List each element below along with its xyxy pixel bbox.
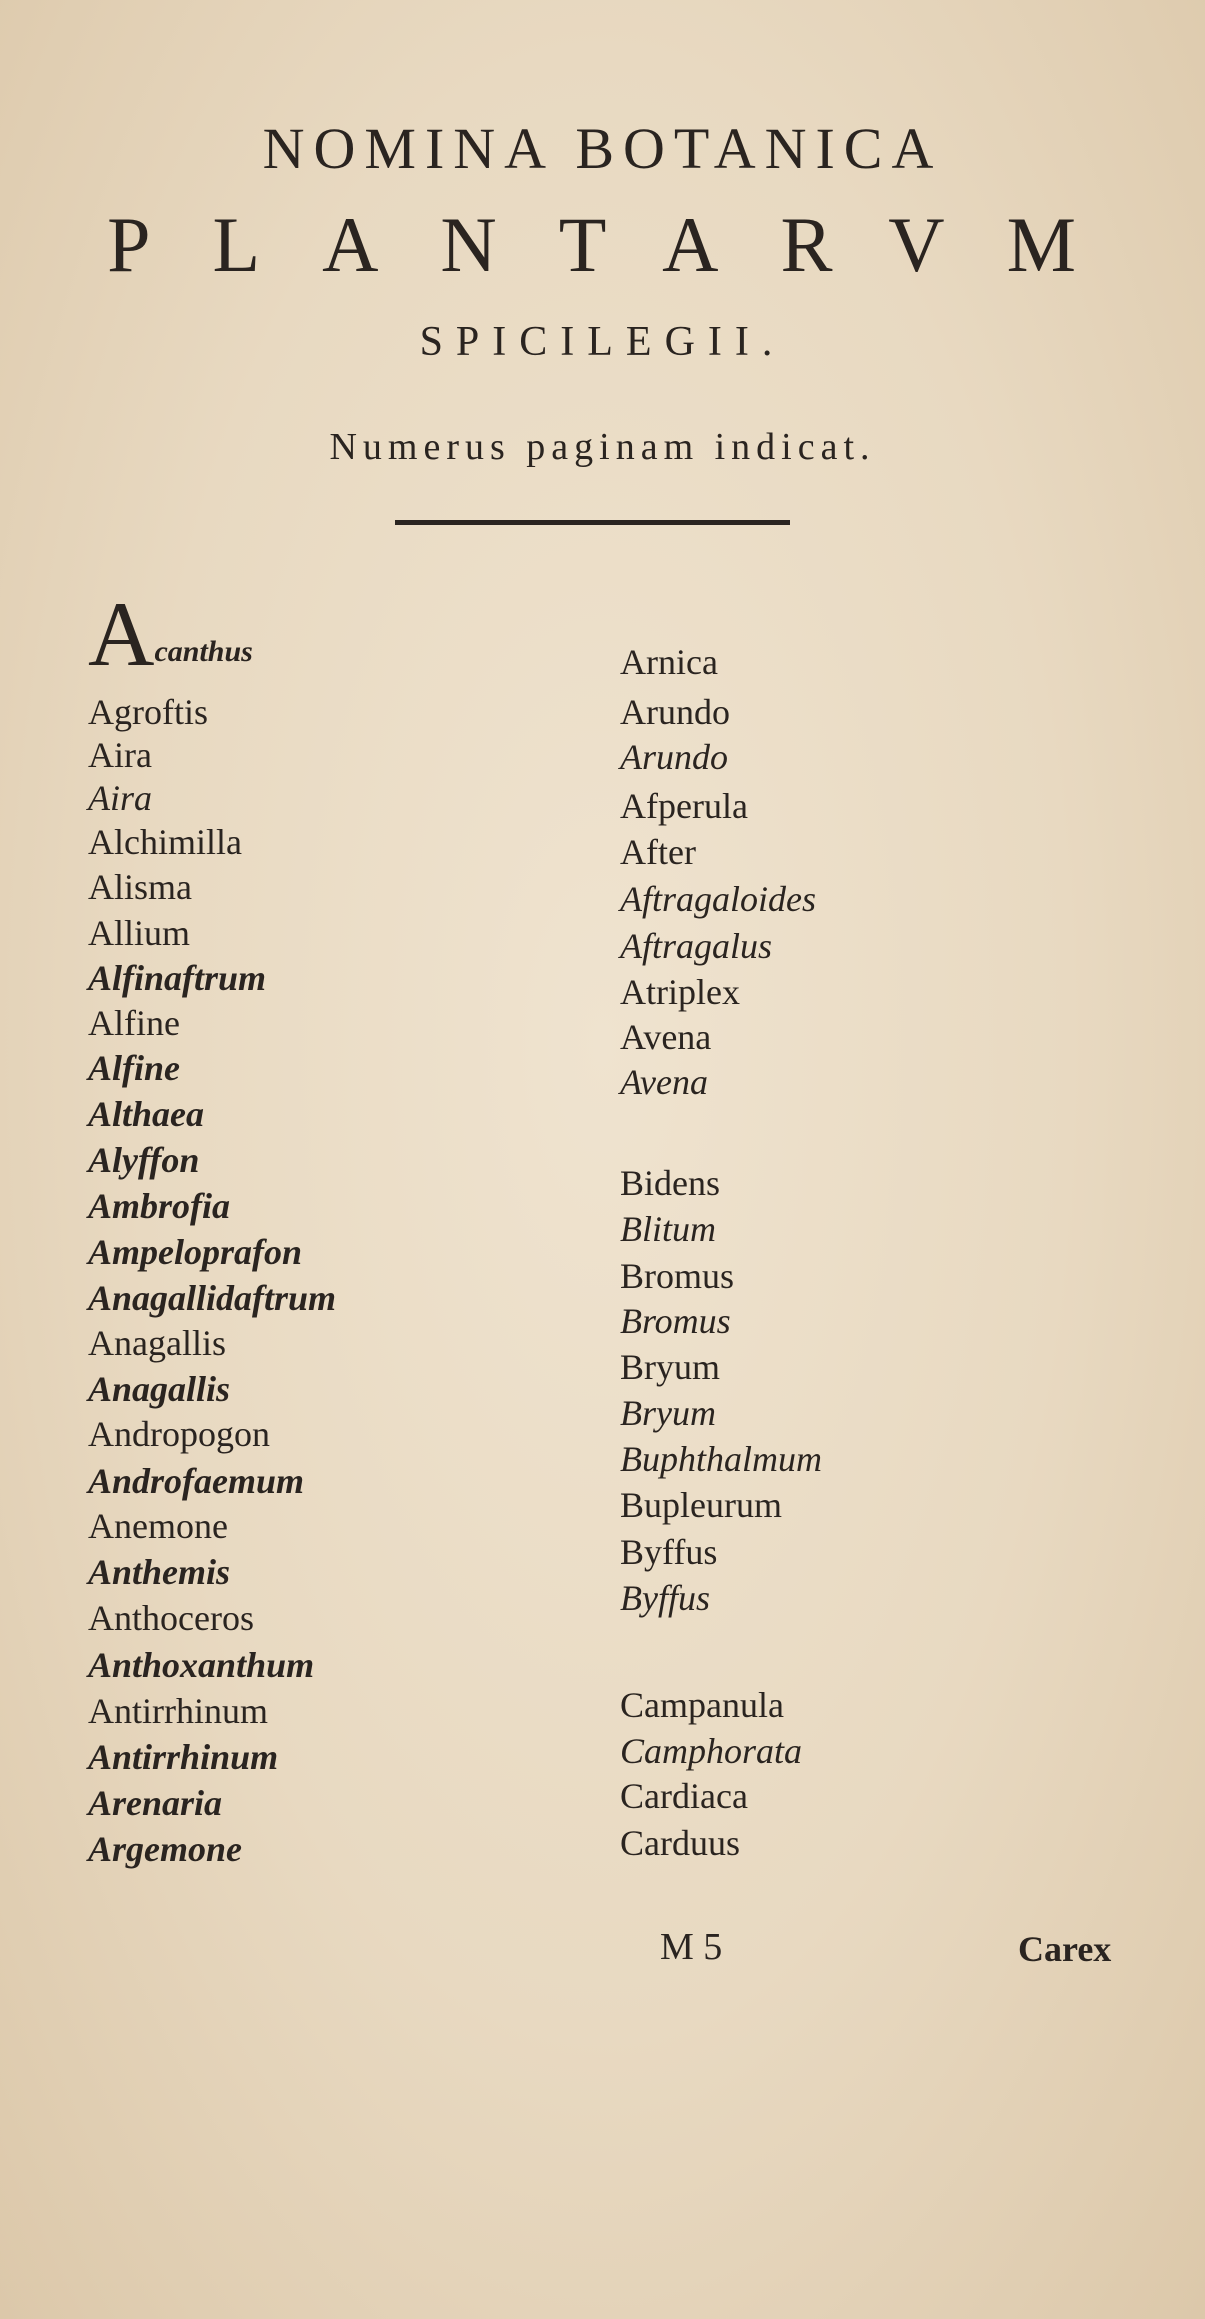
right-entry-name: Campanula	[620, 1685, 784, 1725]
left-entry-name: Antirrhinum	[88, 1691, 268, 1731]
heading-line-3: SPICILEGII.	[419, 319, 786, 365]
left-entry-name: Anthoceros	[88, 1598, 254, 1638]
left-entry-name: Allium	[88, 913, 191, 953]
left-entry-name	[88, 583, 253, 685]
heading-line-1: NOMINA BOTANICA	[262, 116, 943, 181]
left-entry-name: Argemone	[88, 1829, 243, 1869]
left-entry-name: Ampeloprafon	[88, 1232, 303, 1272]
left-entry-name: Alfine	[88, 1048, 181, 1088]
right-entry-name: Arundo	[620, 692, 730, 732]
right-entry-name: Bupleurum	[620, 1485, 782, 1525]
divider-rule	[395, 520, 790, 525]
right-entry-name: Bromus	[620, 1256, 735, 1296]
right-entry-name: Bromus	[620, 1301, 731, 1341]
right-entry-name: Cardiaca	[620, 1776, 748, 1816]
left-entry-name: Antirrhinum	[88, 1737, 279, 1777]
right-entry-name: Blitum	[620, 1209, 716, 1249]
left-entry-name: Alfinaftrum	[88, 958, 267, 998]
right-entry-name: Avena	[620, 1062, 708, 1102]
left-entry-name: Androfaemum	[88, 1461, 305, 1501]
initial-letter: A	[88, 583, 155, 685]
right-entry-name: Bidens	[620, 1163, 721, 1203]
right-entry-name: After	[620, 832, 696, 872]
left-entry-name: Alyffon	[88, 1140, 200, 1180]
right-entry-name: Arundo	[620, 737, 728, 777]
right-entry-name: Aftragaloides	[620, 879, 816, 919]
left-entry-name: Agroftis	[88, 692, 208, 732]
right-entry-name: Avena	[620, 1017, 712, 1057]
left-entry-name: Arenaria	[88, 1783, 223, 1823]
left-entry-name: Anthoxanthum	[88, 1645, 315, 1685]
left-entry-name: Aira	[88, 778, 153, 818]
catchword: Carex	[1018, 1929, 1112, 1969]
left-entry-name: Andropogon	[88, 1414, 270, 1454]
left-entry-name: Anthemis	[88, 1552, 231, 1592]
left-entry-name: Alfine	[88, 1003, 180, 1043]
left-entry-name: Aira	[88, 735, 152, 775]
signature-mark: M 5	[660, 1926, 723, 1968]
right-entry-name: Buphthalmum	[620, 1439, 822, 1479]
left-entry-name: Anagallidaftrum	[88, 1278, 337, 1318]
right-entry-name: Arnica	[620, 642, 718, 682]
left-entry-name: Anagallis	[88, 1323, 226, 1363]
right-entry-name: Camphorata	[620, 1731, 803, 1771]
initial-word-rest: canthus	[154, 635, 253, 668]
left-entry-name: Althaea	[88, 1094, 205, 1134]
right-entry-name: Carduus	[620, 1823, 740, 1863]
right-entry-name: Afperula	[620, 786, 748, 826]
right-entry-name: Byffus	[620, 1578, 710, 1618]
left-entry-name: Alisma	[88, 867, 192, 907]
right-entry-name: Bryum	[620, 1393, 716, 1433]
left-entry-name: Anagallis	[88, 1369, 231, 1409]
heading-line-2: PLANTARVM	[107, 201, 1138, 288]
right-entry-name: Bryum	[620, 1347, 721, 1387]
right-entry-name: Atriplex	[620, 972, 740, 1012]
subtitle: Numerus paginam indicat.	[329, 426, 876, 468]
right-entry-name: Byffus	[620, 1532, 718, 1572]
left-entry-name: Alchimilla	[88, 822, 242, 862]
right-entry-name: Aftragalus	[620, 926, 773, 966]
left-entry-name: Anemone	[88, 1506, 228, 1546]
left-entry-name: Ambrofia	[88, 1186, 231, 1226]
